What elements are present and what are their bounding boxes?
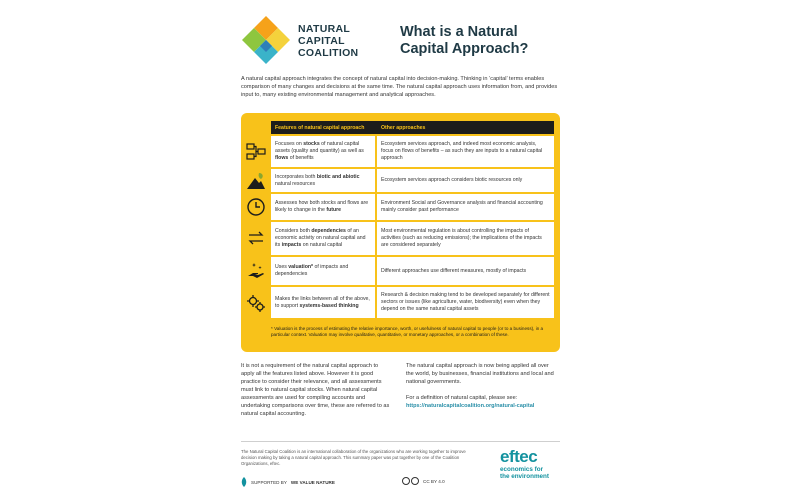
other-approach-cell: Most environmental regulation is about controlling the impacts of activities (such as reducing emissions); the implications of the impacts are considered separately bbox=[377, 222, 554, 255]
mountain-leaf-icon bbox=[246, 171, 266, 191]
creative-commons-icon bbox=[402, 477, 420, 485]
footer-divider bbox=[241, 441, 560, 442]
intro-paragraph: A natural capital approach integrates the concept of natural capital into decision-making. Thinking in ‘capital’ terms enables comparison of many changes and decisions at the same time. The natural capital approach uses information from, and provides input to, many existing environmental management and analytical approaches. bbox=[241, 76, 558, 98]
license-badge: CC BY 4.0 bbox=[402, 477, 445, 485]
requirement-paragraph: It is not a requirement of the natural capital approach to apply all the features listed above. However it is good practice to consider their relevance, and all assessments must link to natural capital stocks. When natural capital assessments are used for compiling accounts and undertaking comparisons over time, these are referred to as natural capital accounting. bbox=[241, 363, 390, 417]
clock-icon bbox=[246, 197, 266, 217]
table-row bbox=[271, 257, 554, 285]
header-other: Other approaches bbox=[381, 125, 426, 131]
exchange-arrows-icon bbox=[246, 228, 266, 248]
other-approach-cell: Research & decision making tend to be developed separately for different sectors or issues (like agriculture, water, biodiversity) even when they depend on the same natural capital assets bbox=[377, 287, 554, 318]
feature-cell: Considers both dependencies of an economic activity on natural capital and its impacts on natural capital bbox=[271, 222, 375, 255]
table-row bbox=[271, 136, 554, 167]
other-approach-cell: Ecosystem services approach considers biotic resources only bbox=[377, 169, 554, 192]
valuation-hand-icon bbox=[246, 261, 266, 281]
application-paragraph: The natural capital approach is now being applied all over the world, by businesses, financial institutions and local and national governments. bbox=[406, 363, 554, 385]
document-page bbox=[232, 0, 568, 500]
definition-prompt: For a definition of natural capital, please see: bbox=[406, 395, 518, 401]
feature-cell: Incorporates both biotic and abiotic natural resources bbox=[271, 169, 375, 192]
we-value-nature-icon bbox=[241, 477, 247, 487]
header-features: Features of natural capital approach bbox=[275, 125, 365, 131]
other-approach-cell: Ecosystem services approach, and indeed most economic analysis, focus on flows of benefits – as such they are inputs to a natural capital approach bbox=[377, 136, 554, 167]
table-row bbox=[271, 194, 554, 220]
feature-cell: Makes the links between all of the above, to support systems-based thinking bbox=[271, 287, 375, 318]
feature-cell: Focuses on stocks of natural capital assets (quality and quantity) as well as flows of benefits bbox=[271, 136, 375, 167]
eftec-logo: eftec economics for the environment bbox=[500, 447, 549, 480]
feature-cell: Assesses how both stocks and flows are likely to change in the future bbox=[271, 194, 375, 220]
stocks-flows-icon bbox=[246, 142, 266, 162]
supported-by: SUPPORTED BY WE VALUE NATURE bbox=[241, 477, 335, 487]
table-row bbox=[271, 169, 554, 192]
table-row bbox=[271, 287, 554, 318]
gears-icon bbox=[246, 293, 266, 313]
coalition-logo-text: NATURAL CAPITAL COALITION bbox=[298, 23, 359, 59]
other-approach-cell: Environment Social and Governance analysis and financial accounting mainly consider past performance bbox=[377, 194, 554, 220]
coalition-logo-icon bbox=[242, 16, 290, 64]
definition-link[interactable]: https://naturalcapitalcoalition.org/natural-capital bbox=[406, 403, 535, 409]
application-column bbox=[406, 362, 558, 410]
comparison-panel bbox=[241, 113, 560, 352]
footer-about-text: The Natural Capital Coalition is an international collaboration of the organizations who are working together to improve decision making by taking a natural capital approach. This summary paper was put together by one of the Coalition Organizations, eftec. bbox=[241, 449, 466, 466]
valuation-footnote: * Valuation is the process of estimating the relative importance, worth, or usefulness of natural capital to people (or to a business), in a particular context. Valuation may involve qualitative, quantitative, or monetary approaches, or a combination of these. bbox=[271, 326, 544, 338]
table-header bbox=[271, 121, 554, 134]
table-row bbox=[271, 222, 554, 255]
page-title: What is a Natural Capital Approach? bbox=[400, 24, 529, 57]
other-approach-cell: Different approaches use different measures, mostly of impacts bbox=[377, 257, 554, 285]
feature-cell: Uses valuation* of impacts and dependencies bbox=[271, 257, 375, 285]
